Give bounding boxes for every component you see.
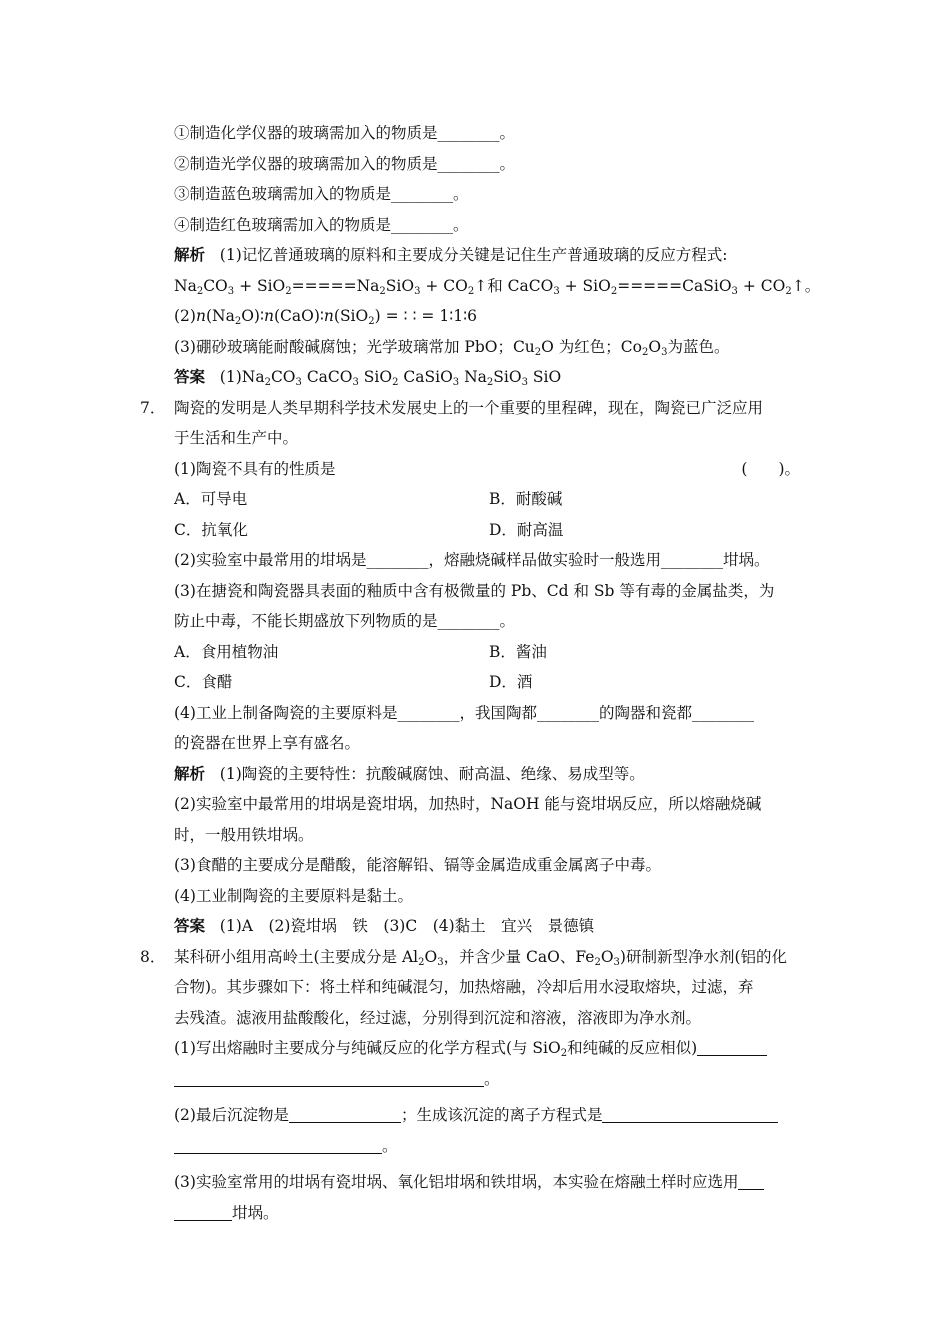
- q7-stem-2: 于生活和生产中。: [174, 429, 299, 447]
- q6-sub2: ②制造光学仪器的玻璃需加入的物质是________。: [174, 154, 516, 173]
- q7-part4b: 的瓷器在世界上享有盛名。: [174, 734, 361, 752]
- answer-blank: [602, 1105, 778, 1123]
- option-a: A．食用植物油: [174, 642, 279, 661]
- q7-number: 7．: [140, 398, 166, 417]
- option-b: B．耐酸碱: [489, 490, 563, 508]
- q6-sub4: ④制造红色玻璃需加入的物质是________。: [174, 215, 469, 234]
- answer-blank: [174, 1136, 382, 1154]
- q6-analysis-1: 解析 (1)记忆普通玻璃的原料和主要成分关键是记住生产普通玻璃的反应方程式:: [174, 245, 728, 264]
- answer-blank: [174, 1203, 232, 1221]
- document-content: [140, 118, 820, 1228]
- q7-analysis-3: (3)食醋的主要成分是醋酸，能溶解铅、镉等金属造成重金属离子中毒。: [174, 856, 661, 874]
- q7-answer: 答案 (1)A (2)瓷坩埚 铁 (3)C (4)黏土 宜兴 景德镇: [174, 916, 595, 935]
- q8-part2: (2)最后沉淀物是 ；生成该沉淀的离子方程式是: [140, 1100, 820, 1131]
- q7-part3b: 防止中毒，不能长期盛放下列物质的是________。: [174, 612, 516, 630]
- q8-stem-3: 去残渣。滤液用盐酸酸化，经过滤，分别得到沉淀和溶液，溶液即为净水剂。: [174, 1008, 702, 1027]
- option-a: A．可导电: [174, 490, 248, 508]
- q7-analysis-2b: 时，一般用铁坩埚。: [174, 825, 314, 844]
- q8-part3b: 坩埚。: [140, 1198, 820, 1229]
- option-d: D．酒: [489, 673, 533, 691]
- q6-analysis-2: $(2)n(Na_2O)∶n(CaO)∶n(SiO_2)$ = ∶ ∶ = 1∶1∶6: [174, 307, 477, 327]
- option-d: D．耐高温: [489, 520, 564, 539]
- q7-part2: (2)实验室中最常用的坩埚是________，熔融烧碱样品做实验时一般选用________坩埚。: [174, 551, 770, 569]
- q6-sub3: ③制造蓝色玻璃需加入的物质是________。: [174, 185, 469, 203]
- analysis-label: 解析: [174, 763, 206, 783]
- q7-options-row4: [140, 667, 820, 698]
- q8-stem-1: 8． 某科研小组用高岭土(主要成分是 $Al_2O_3$，并含少量 CaO、$Fe_2O_3$)研制新型净水剂(铝的化: [140, 942, 820, 973]
- q6-analysis-3: (3)硼砂玻璃能耐酸碱腐蚀；光学玻璃常加 PbO；$Cu_2O$ 为红色；$Co_2O_3$为蓝色。: [174, 337, 730, 358]
- answer-blank: [289, 1105, 401, 1123]
- answer-label: 答案: [174, 916, 206, 935]
- q7-options-row3: [140, 637, 820, 668]
- q8-number: 8．: [140, 947, 166, 966]
- answer-label: 答案: [174, 367, 206, 386]
- answer-blank: [738, 1172, 764, 1190]
- q6-equation: $Na_2CO_3 + SiO_2=====Na_2SiO_3$ + $CO_2↑$和 CaCO$_3$ + SiO$_2$=====CaSiO$_3$ + $CO_2↑$。: [174, 276, 821, 297]
- option-c: C．抗氧化: [174, 520, 248, 539]
- q8-part2-cont: 。: [140, 1131, 820, 1162]
- q7-analysis-1: 解析 (1)陶瓷的主要特性：抗酸碱腐蚀、耐高温、绝缘、易成型等。: [174, 763, 645, 783]
- q7-part4a: (4)工业上制备陶瓷的主要原料是________，我国陶都________的陶器和瓷都________: [174, 703, 754, 722]
- q7-part3a: (3)在搪瓷和陶瓷器具表面的釉质中含有极微量的 Pb、Cd 和 Sb 等有毒的金属盐类，为: [174, 581, 775, 600]
- q8-stem-2: 合物)。其步骤如下：将土样和纯碱混匀，加热熔融，冷却后用水浸取熔块，过滤，弃: [174, 978, 754, 996]
- answer-blank: [697, 1038, 767, 1056]
- q7-analysis-2a: (2)实验室中最常用的坩埚是瓷坩埚，加热时，NaOH 能与瓷坩埚反应，所以熔融烧碱: [174, 795, 762, 813]
- analysis-label: 解析: [174, 245, 206, 264]
- answer-blank: [174, 1069, 484, 1087]
- option-b: B．酱油: [489, 642, 547, 661]
- answer-paren: ( )。: [741, 459, 800, 478]
- q7-analysis-4: (4)工业制陶瓷的主要原料是黏土。: [174, 886, 413, 905]
- q8-part1: (1)写出熔融时主要成分与纯碱反应的化学方程式(与 SiO$_2$和纯碱的反应相似): [140, 1033, 820, 1064]
- q7-part1: (1)陶瓷不具有的性质是 ( )。: [140, 454, 820, 485]
- q7-options-row1: [140, 484, 820, 515]
- q6-sub1: ①制造化学仪器的玻璃需加入的物质是________。: [174, 124, 516, 142]
- option-c: C．食醋: [174, 673, 233, 691]
- q8-part3a: (3)实验室常用的坩埚有瓷坩埚、氧化铝坩埚和铁坩埚，本实验在熔融土样时应选用: [140, 1167, 820, 1198]
- q6-answer: 答案 $(1)Na_2CO_3$ CaCO$_3$ SiO$_2$ CaSiO$_3$ $Na_2SiO_3$ SiO: [174, 367, 562, 388]
- q8-part1-cont: 。: [140, 1064, 820, 1095]
- q7-options-row2: [140, 515, 820, 546]
- q7-stem-1: 7． 陶瓷的发明是人类早期科学技术发展史上的一个重要的里程碑，现在，陶瓷已广泛应用: [140, 393, 820, 424]
